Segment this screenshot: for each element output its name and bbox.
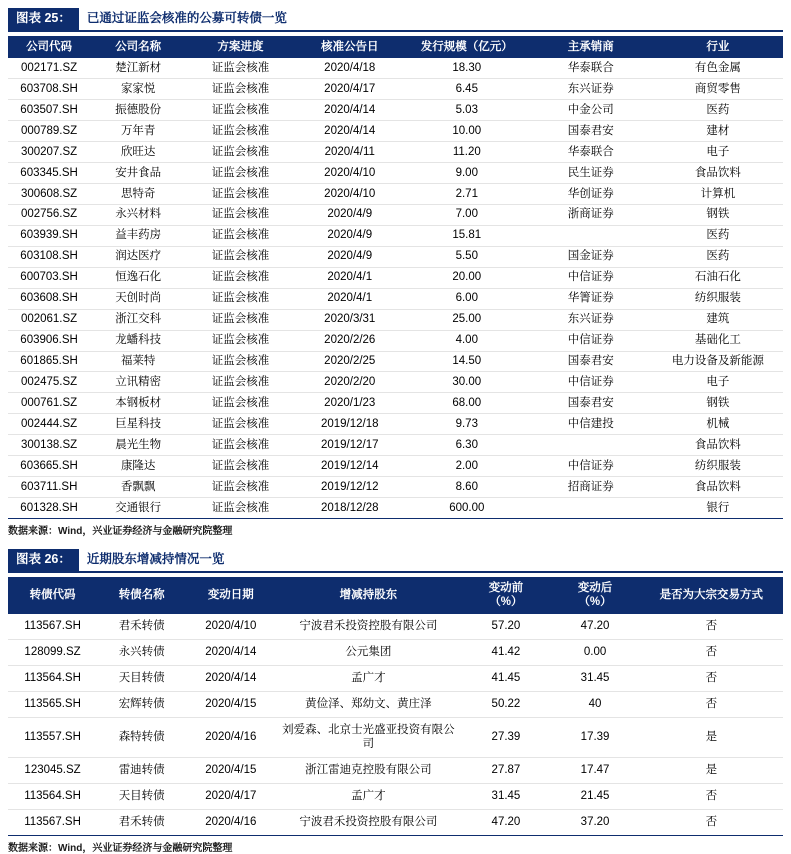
cell-industry: 医药 — [653, 100, 783, 121]
table-row — [8, 717, 783, 758]
cell-before: 31.45 — [461, 784, 550, 810]
cell-bond-name: 天目转债 — [97, 665, 186, 691]
column-header-bond-name: 转债名称 — [97, 577, 186, 614]
cell-after: 0.00 — [551, 639, 640, 665]
cell-block-trade: 否 — [640, 784, 783, 810]
cell-company-name: 康隆达 — [90, 456, 186, 477]
cell-approval-date: 2020/4/9 — [295, 246, 405, 267]
cell-approval-date: 2019/12/14 — [295, 456, 405, 477]
cell-underwriter: 国金证券 — [529, 246, 653, 267]
cell-progress: 证监会核准 — [186, 121, 295, 142]
column-header-before — [461, 577, 550, 614]
cell-company-code: 002444.SZ — [8, 414, 90, 435]
cell-underwriter: 中金公司 — [529, 100, 653, 121]
cell-before: 41.42 — [461, 639, 550, 665]
cell-bond-code: 113564.SH — [8, 665, 97, 691]
cell-industry: 计算机 — [653, 184, 783, 205]
cell-approval-date: 2020/2/25 — [295, 351, 405, 372]
cell-progress: 证监会核准 — [186, 246, 295, 267]
cell-block-trade: 否 — [640, 691, 783, 717]
cell-approval-date: 2020/4/10 — [295, 163, 405, 184]
cell-industry: 电子 — [653, 372, 783, 393]
cell-industry: 食品饮料 — [653, 163, 783, 184]
column-header-issue-size: 发行规模（亿元） — [405, 36, 529, 58]
cell-approval-date: 2020/4/9 — [295, 225, 405, 246]
table-row — [8, 163, 783, 184]
figure-26-source: 数据来源：Wind，兴业证券经济与金融研究院整理 — [8, 843, 233, 854]
cell-company-code: 000789.SZ — [8, 121, 90, 142]
figure-25-source: 数据来源：Wind，兴业证券经济与金融研究院整理 — [8, 526, 233, 537]
cell-progress: 证监会核准 — [186, 79, 295, 100]
cell-issue-size: 14.50 — [405, 351, 529, 372]
cell-bond-code: 113567.SH — [8, 614, 97, 639]
table-row — [8, 267, 783, 288]
cell-bond-code: 128099.SZ — [8, 639, 97, 665]
cell-company-name: 益丰药房 — [90, 225, 186, 246]
cell-shareholder: 宁波君禾投资控股有限公司 — [275, 810, 461, 836]
cell-company-code: 603345.SH — [8, 163, 90, 184]
cell-underwriter: 华泰联合 — [529, 58, 653, 78]
column-header-company-name: 公司名称 — [90, 36, 186, 58]
cell-progress: 证监会核准 — [186, 435, 295, 456]
cell-progress: 证监会核准 — [186, 393, 295, 414]
cell-block-trade: 否 — [640, 665, 783, 691]
cell-progress: 证监会核准 — [186, 414, 295, 435]
table-row — [8, 79, 783, 100]
cell-company-code: 002475.SZ — [8, 372, 90, 393]
table-row — [8, 691, 783, 717]
cell-underwriter: 中信证券 — [529, 267, 653, 288]
cell-company-name: 晨光生物 — [90, 435, 186, 456]
column-header-industry: 行业 — [653, 36, 783, 58]
cell-industry: 食品饮料 — [653, 435, 783, 456]
cell-underwriter — [529, 498, 653, 519]
table-row — [8, 330, 783, 351]
cell-issue-size: 10.00 — [405, 121, 529, 142]
table-row — [8, 184, 783, 205]
cell-approval-date: 2020/4/1 — [295, 288, 405, 309]
cell-company-code: 603665.SH — [8, 456, 90, 477]
table-header-row — [8, 36, 783, 58]
cell-bond-code: 123045.SZ — [8, 758, 97, 784]
cell-issue-size: 18.30 — [405, 58, 529, 78]
cell-industry: 建材 — [653, 121, 783, 142]
cell-underwriter: 华泰联合 — [529, 142, 653, 163]
cell-progress: 证监会核准 — [186, 309, 295, 330]
cell-company-code: 300207.SZ — [8, 142, 90, 163]
cell-company-name: 巨星科技 — [90, 414, 186, 435]
cell-issue-size: 6.00 — [405, 288, 529, 309]
cell-shareholder: 宁波君禾投资控股有限公司 — [275, 614, 461, 639]
column-header-approval-date: 核准公告日 — [295, 36, 405, 58]
cell-progress: 证监会核准 — [186, 498, 295, 519]
cell-before: 27.39 — [461, 717, 550, 758]
cell-change-date: 2020/4/16 — [186, 810, 275, 836]
cell-approval-date: 2020/4/1 — [295, 267, 405, 288]
cell-company-code: 600703.SH — [8, 267, 90, 288]
cell-underwriter: 国泰君安 — [529, 351, 653, 372]
cell-progress: 证监会核准 — [186, 100, 295, 121]
cell-after: 31.45 — [551, 665, 640, 691]
table-row — [8, 58, 783, 78]
cell-approval-date: 2020/4/17 — [295, 79, 405, 100]
column-header-shareholder: 增减持股东 — [275, 577, 461, 614]
cell-company-name: 香飘飘 — [90, 477, 186, 498]
cell-company-name: 浙江交科 — [90, 309, 186, 330]
figure-25-title-bar — [8, 8, 783, 32]
cell-approval-date: 2018/12/28 — [295, 498, 405, 519]
column-header-before-line2: （%） — [489, 596, 523, 609]
cell-industry: 钢铁 — [653, 393, 783, 414]
table-row — [8, 246, 783, 267]
cell-company-name: 天创时尚 — [90, 288, 186, 309]
column-header-underwriter: 主承销商 — [529, 36, 653, 58]
cell-shareholder: 孟广才 — [275, 784, 461, 810]
cell-industry: 石油石化 — [653, 267, 783, 288]
cell-shareholder: 刘爱森、北京士光盛亚投资有限公司 — [275, 717, 461, 758]
cell-approval-date: 2020/3/31 — [295, 309, 405, 330]
cell-industry: 商贸零售 — [653, 79, 783, 100]
cell-issue-size: 600.00 — [405, 498, 529, 519]
cell-progress: 证监会核准 — [186, 351, 295, 372]
cell-before: 50.22 — [461, 691, 550, 717]
cell-issue-size: 9.00 — [405, 163, 529, 184]
cell-bond-name: 君禾转债 — [97, 614, 186, 639]
cell-industry: 纺织服装 — [653, 456, 783, 477]
cell-issue-size: 8.60 — [405, 477, 529, 498]
cell-progress: 证监会核准 — [186, 288, 295, 309]
cell-industry: 基础化工 — [653, 330, 783, 351]
table-row — [8, 665, 783, 691]
cell-change-date: 2020/4/15 — [186, 758, 275, 784]
cell-issue-size: 6.45 — [405, 79, 529, 100]
cell-issue-size: 4.00 — [405, 330, 529, 351]
cell-shareholder: 浙江雷迪克控股有限公司 — [275, 758, 461, 784]
cell-progress: 证监会核准 — [186, 184, 295, 205]
cell-change-date: 2020/4/10 — [186, 614, 275, 639]
table-row — [8, 100, 783, 121]
table-row — [8, 414, 783, 435]
cell-underwriter — [529, 435, 653, 456]
cell-progress: 证监会核准 — [186, 204, 295, 225]
cell-company-name: 立讯精密 — [90, 372, 186, 393]
figure-26-title-bar — [8, 549, 783, 573]
cell-underwriter: 国泰君安 — [529, 121, 653, 142]
cell-industry: 电力设备及新能源 — [653, 351, 783, 372]
cell-issue-size: 30.00 — [405, 372, 529, 393]
cell-industry: 医药 — [653, 225, 783, 246]
cell-company-name: 振德股份 — [90, 100, 186, 121]
table-row — [8, 456, 783, 477]
cell-approval-date: 2019/12/18 — [295, 414, 405, 435]
cell-company-name: 楚江新材 — [90, 58, 186, 78]
cell-issue-size: 15.81 — [405, 225, 529, 246]
cell-company-code: 603939.SH — [8, 225, 90, 246]
cell-company-code: 002061.SZ — [8, 309, 90, 330]
cell-block-trade: 否 — [640, 639, 783, 665]
cell-company-name: 欣旺达 — [90, 142, 186, 163]
cell-progress: 证监会核准 — [186, 58, 295, 78]
cell-company-name: 安井食品 — [90, 163, 186, 184]
cell-company-name: 万年青 — [90, 121, 186, 142]
cell-block-trade: 否 — [640, 810, 783, 836]
figure-26-title: 近期股东增减持情况一览 — [86, 552, 225, 566]
cell-industry: 机械 — [653, 414, 783, 435]
cell-progress: 证监会核准 — [186, 225, 295, 246]
cell-company-code: 300138.SZ — [8, 435, 90, 456]
column-header-after — [551, 577, 640, 614]
cell-issue-size: 20.00 — [405, 267, 529, 288]
cell-industry: 钢铁 — [653, 204, 783, 225]
cell-underwriter: 中信建投 — [529, 414, 653, 435]
cell-before: 41.45 — [461, 665, 550, 691]
cell-issue-size: 2.00 — [405, 456, 529, 477]
table-row — [8, 435, 783, 456]
cell-approval-date: 2020/4/9 — [295, 204, 405, 225]
cell-progress: 证监会核准 — [186, 372, 295, 393]
table-row — [8, 121, 783, 142]
cell-approval-date: 2020/4/14 — [295, 100, 405, 121]
figure-25-title: 已通过证监会核准的公募可转债一览 — [86, 11, 287, 25]
cell-change-date: 2020/4/14 — [186, 665, 275, 691]
cell-approval-date: 2020/4/11 — [295, 142, 405, 163]
cell-industry: 有色金属 — [653, 58, 783, 78]
cell-underwriter — [529, 225, 653, 246]
cell-after: 47.20 — [551, 614, 640, 639]
cell-progress: 证监会核准 — [186, 330, 295, 351]
cell-company-name: 恒逸石化 — [90, 267, 186, 288]
cell-company-name: 思特奇 — [90, 184, 186, 205]
cell-issue-size: 9.73 — [405, 414, 529, 435]
column-header-block-trade: 是否为大宗交易方式 — [640, 577, 783, 614]
table-row — [8, 498, 783, 519]
cell-progress: 证监会核准 — [186, 267, 295, 288]
cell-bond-code: 113557.SH — [8, 717, 97, 758]
table-row — [8, 288, 783, 309]
cell-approval-date: 2020/4/14 — [295, 121, 405, 142]
cell-change-date: 2020/4/15 — [186, 691, 275, 717]
cell-underwriter: 浙商证券 — [529, 204, 653, 225]
cell-block-trade: 是 — [640, 758, 783, 784]
table-row — [8, 810, 783, 836]
cell-bond-name: 永兴转债 — [97, 639, 186, 665]
cell-company-name: 龙蟠科技 — [90, 330, 186, 351]
table-body — [8, 614, 783, 836]
cell-progress: 证监会核准 — [186, 477, 295, 498]
table-row — [8, 477, 783, 498]
cell-industry: 纺织服装 — [653, 288, 783, 309]
cell-approval-date: 2020/2/20 — [295, 372, 405, 393]
cell-block-trade: 否 — [640, 614, 783, 639]
cell-company-code: 603906.SH — [8, 330, 90, 351]
table-header — [8, 577, 783, 614]
cell-change-date: 2020/4/16 — [186, 717, 275, 758]
cell-progress: 证监会核准 — [186, 163, 295, 184]
cell-change-date: 2020/4/14 — [186, 639, 275, 665]
cell-underwriter: 东兴证券 — [529, 79, 653, 100]
cell-change-date: 2020/4/17 — [186, 784, 275, 810]
cell-issue-size: 68.00 — [405, 393, 529, 414]
cell-block-trade: 是 — [640, 717, 783, 758]
table-body — [8, 58, 783, 518]
cell-industry: 银行 — [653, 498, 783, 519]
cell-issue-size: 11.20 — [405, 142, 529, 163]
table-header — [8, 36, 783, 58]
cell-industry: 食品饮料 — [653, 477, 783, 498]
cell-industry: 建筑 — [653, 309, 783, 330]
approved-convertible-bonds-table — [8, 36, 783, 519]
cell-before: 57.20 — [461, 614, 550, 639]
cell-after: 17.47 — [551, 758, 640, 784]
cell-after: 37.20 — [551, 810, 640, 836]
cell-underwriter: 中信证券 — [529, 330, 653, 351]
shareholder-changes-table — [8, 577, 783, 836]
column-header-before-line1: 变动前 — [488, 582, 524, 594]
table-row — [8, 372, 783, 393]
cell-underwriter: 民生证券 — [529, 163, 653, 184]
cell-progress: 证监会核准 — [186, 456, 295, 477]
table-row — [8, 142, 783, 163]
cell-progress: 证监会核准 — [186, 142, 295, 163]
cell-company-name: 家家悦 — [90, 79, 186, 100]
cell-approval-date: 2019/12/17 — [295, 435, 405, 456]
cell-underwriter: 招商证券 — [529, 477, 653, 498]
cell-issue-size: 5.50 — [405, 246, 529, 267]
cell-company-name: 福莱特 — [90, 351, 186, 372]
column-header-after-line1: 变动后 — [577, 582, 613, 594]
cell-company-code: 603608.SH — [8, 288, 90, 309]
cell-approval-date: 2020/4/10 — [295, 184, 405, 205]
cell-underwriter: 中信证券 — [529, 372, 653, 393]
cell-after: 21.45 — [551, 784, 640, 810]
cell-industry: 医药 — [653, 246, 783, 267]
cell-bond-name: 宏辉转债 — [97, 691, 186, 717]
cell-issue-size: 2.71 — [405, 184, 529, 205]
column-header-company-code: 公司代码 — [8, 36, 90, 58]
cell-bond-code: 113567.SH — [8, 810, 97, 836]
cell-shareholder: 公元集团 — [275, 639, 461, 665]
cell-issue-size: 5.03 — [405, 100, 529, 121]
cell-before: 27.87 — [461, 758, 550, 784]
table-row — [8, 225, 783, 246]
cell-company-code: 300608.SZ — [8, 184, 90, 205]
cell-underwriter: 中信证券 — [529, 456, 653, 477]
cell-after: 17.39 — [551, 717, 640, 758]
cell-bond-name: 天目转债 — [97, 784, 186, 810]
cell-issue-size: 7.00 — [405, 204, 529, 225]
table-row — [8, 639, 783, 665]
figure-26-tag: 图表 26： — [8, 549, 79, 571]
cell-company-code: 601328.SH — [8, 498, 90, 519]
cell-company-name: 交通银行 — [90, 498, 186, 519]
cell-company-code: 002756.SZ — [8, 204, 90, 225]
cell-after: 40 — [551, 691, 640, 717]
cell-company-code: 002171.SZ — [8, 58, 90, 78]
table-row — [8, 309, 783, 330]
cell-approval-date: 2020/2/26 — [295, 330, 405, 351]
cell-issue-size: 25.00 — [405, 309, 529, 330]
cell-bond-name: 君禾转债 — [97, 810, 186, 836]
cell-company-code: 601865.SH — [8, 351, 90, 372]
cell-company-code: 603108.SH — [8, 246, 90, 267]
cell-company-code: 603711.SH — [8, 477, 90, 498]
column-header-bond-code: 转债代码 — [8, 577, 97, 614]
cell-underwriter: 华箐证券 — [529, 288, 653, 309]
cell-shareholder: 孟广才 — [275, 665, 461, 691]
cell-bond-name: 森特转债 — [97, 717, 186, 758]
table-row — [8, 204, 783, 225]
table-row — [8, 784, 783, 810]
cell-company-code: 000761.SZ — [8, 393, 90, 414]
cell-underwriter: 国泰君安 — [529, 393, 653, 414]
table-row — [8, 393, 783, 414]
column-header-after-line2: （%） — [578, 596, 612, 609]
cell-bond-code: 113564.SH — [8, 784, 97, 810]
cell-approval-date: 2019/12/12 — [295, 477, 405, 498]
cell-shareholder: 黄俭泽、郑幼文、黄庄泽 — [275, 691, 461, 717]
cell-company-name: 本钢板材 — [90, 393, 186, 414]
cell-approval-date: 2020/4/18 — [295, 58, 405, 78]
table-row — [8, 758, 783, 784]
cell-bond-name: 雷迪转债 — [97, 758, 186, 784]
table-row — [8, 614, 783, 639]
table-row — [8, 351, 783, 372]
table-header-row — [8, 577, 783, 614]
column-header-change-date: 变动日期 — [186, 577, 275, 614]
column-header-progress: 方案进度 — [186, 36, 295, 58]
cell-industry: 电子 — [653, 142, 783, 163]
cell-company-code: 603708.SH — [8, 79, 90, 100]
cell-before: 47.20 — [461, 810, 550, 836]
figure-25-tag: 图表 25： — [8, 8, 79, 30]
cell-company-name: 永兴材料 — [90, 204, 186, 225]
cell-issue-size: 6.30 — [405, 435, 529, 456]
cell-underwriter: 东兴证券 — [529, 309, 653, 330]
cell-bond-code: 113565.SH — [8, 691, 97, 717]
cell-company-code: 603507.SH — [8, 100, 90, 121]
cell-approval-date: 2020/1/23 — [295, 393, 405, 414]
cell-underwriter: 华创证券 — [529, 184, 653, 205]
cell-company-name: 润达医疗 — [90, 246, 186, 267]
